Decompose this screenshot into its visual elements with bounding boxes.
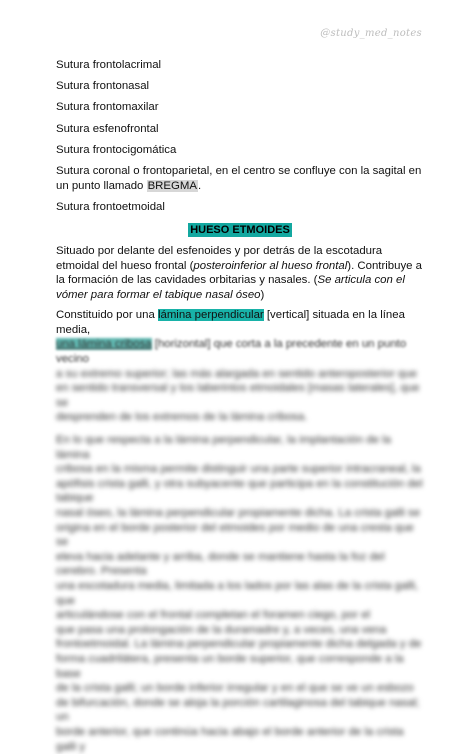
list-item: Sutura frontonasal	[56, 80, 150, 93]
p2-b: [vertical] situada en la línea media,	[56, 309, 405, 336]
paragraph-2	[56, 308, 424, 366]
blurred-line: desprenden de los extremos de la lámina cribosa.	[56, 411, 308, 424]
blurred-content	[56, 367, 424, 754]
blurred-line: una escotadura media, limitada a los lados por las alas de la crista galli, que	[56, 579, 419, 607]
coronal-text: Sutura coronal o frontoparietal, en el centro se confluye con la sagital en un punto llamado	[56, 164, 422, 192]
blurred-line: que pasa una prolongación de la duramadre y, a veces, una vena	[56, 623, 387, 636]
p1-i2: Se articula con el vómer para formar el tabique nasal óseo	[56, 274, 405, 301]
list-item: Sutura frontolacrimal	[56, 59, 162, 71]
heading-text: HUESO ETMOIDES	[190, 224, 290, 237]
blurred-line: En lo que respecta a la lámina perpendicular, la implantación de la lámina	[56, 434, 391, 461]
list-item: Sutura frontomaxilar	[56, 101, 159, 114]
p1-b: ). Contribuye a la formación de las cavidades orbitarias y nasales. (	[56, 259, 422, 287]
blurred-line: borde anterior, que continúa hacia abajo el borde anterior de la crista galli y	[56, 725, 404, 753]
blurred-line: de bifurcación, donde se aloja la porción cartilaginosa del tabique nasal; un	[56, 696, 420, 724]
list-item: Sutura frontocigomática	[56, 143, 177, 156]
p2-a: Constituido por una	[56, 309, 158, 322]
p1-i1: posteroinferior al hueso frontal	[193, 259, 348, 272]
list-item: Sutura frontoetmoidal	[56, 200, 165, 213]
section-heading	[56, 223, 424, 238]
bregma-highlight: BREGMA	[147, 179, 197, 192]
document-body	[56, 58, 424, 754]
blurred-line: articulándose con el frontal completan el foramen ciego, por el	[56, 609, 371, 622]
p2-c: una lámina cribosa [horizontal] que corta a la precedente en un punto vecino	[56, 338, 407, 366]
blurred-line: origina en el borde posterior del etmoides por medio de una cresta que se	[56, 521, 414, 549]
coronal-end: .	[197, 179, 202, 192]
coronal-item	[56, 164, 424, 193]
blurred-line: frontoetmoidal. La lámina perpendicular propiamente dicha delgada y de	[56, 638, 422, 651]
blurred-line: a su extremo superior; las más alargada en sentido anteroposterior que	[56, 367, 417, 380]
watermark: @study_med_notes	[320, 28, 422, 39]
blurred-line: en sentido transversal y los laberintos etmoidales [masas laterales], que se	[56, 382, 420, 409]
blurred-line: nasal óseo, la lámina perpendicular propiamente dicha. La crista galli se	[56, 507, 421, 519]
p1-c: )	[260, 288, 265, 301]
blurred-line: de la crista galli; un borde inferior irregular y en el que se ve un esbozo	[56, 682, 414, 695]
blurred-line: forma cuadrilátera, presenta un borde superior, que corresponde a la base	[56, 652, 404, 680]
p2-highlight: lámina perpendicular	[157, 309, 264, 322]
blurred-line: cribosa en la misma permite distinguir una parte superior intracraneal, la	[56, 463, 421, 476]
paragraph-1	[56, 244, 424, 302]
blurred-line: eleva hacia adelante y arriba, donde se mantiene hasta la foz del cerebro. Presenta	[56, 550, 385, 578]
list-item: Sutura esfenofrontal	[56, 122, 159, 135]
p1-a: Situado por delante del esfenoides y por detrás de la escotadura etmoidal del hueso frontal (	[56, 244, 383, 272]
blurred-line: apófisis crista galli, y otra subyacente que participa en la constitución del tabique	[56, 477, 423, 505]
